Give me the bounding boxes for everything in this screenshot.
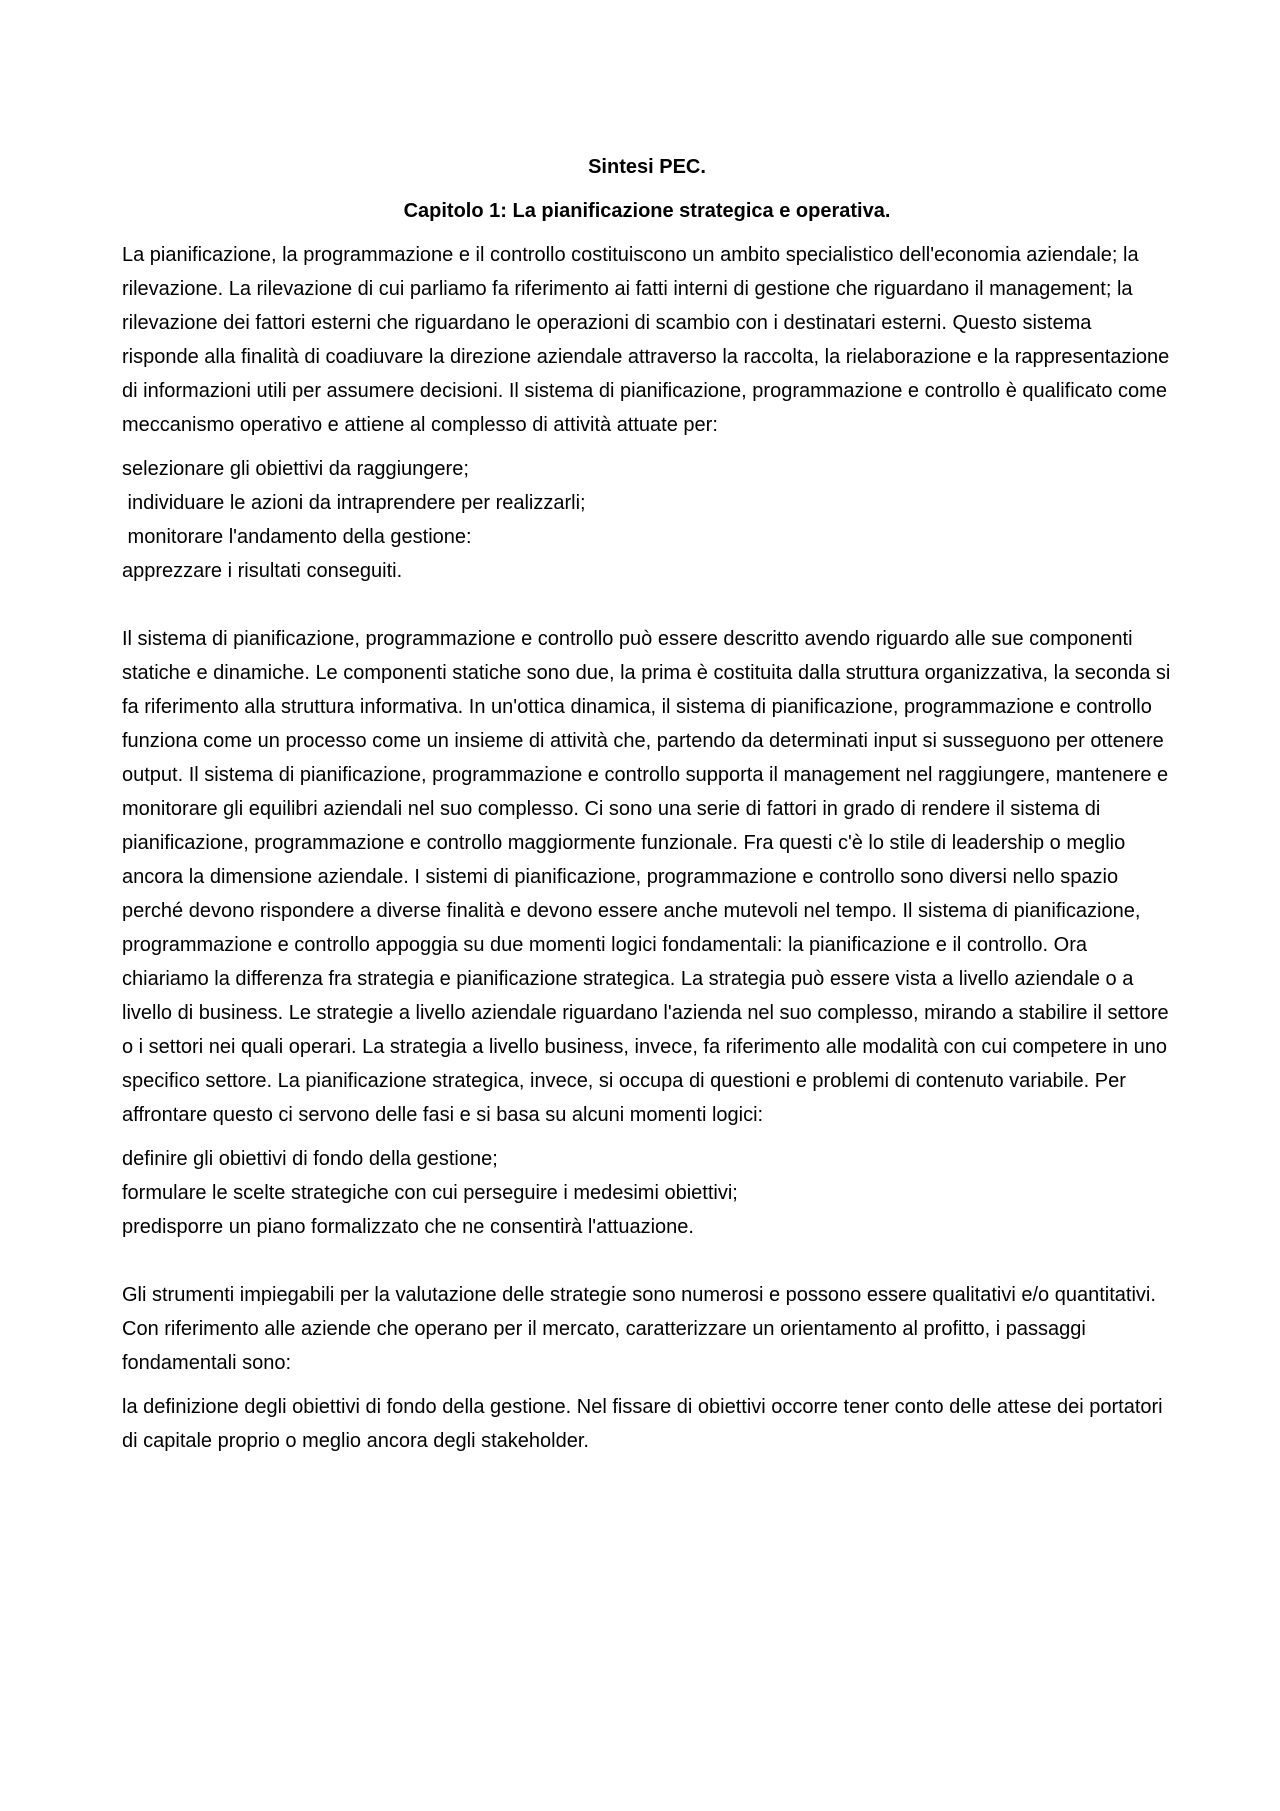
spacer xyxy=(122,1244,1172,1278)
list-item: formulare le scelte strategiche con cui perseguire i medesimi obiettivi; xyxy=(122,1182,738,1204)
paragraph-components: Il sistema di pianificazione, programmazione e controllo può essere descritto avendo riguardo alle sue componenti statiche e dinamiche. Le componenti statiche sono due, la prima è costituita dalla struttura organizzativa, la seconda si fa riferimento alla struttura informativa. In un'ottica dinamica, il sistema di pianificazione, programmazione e controllo funziona come un processo come un insieme di attività che, partendo da determinati input si susseguono per ottenere output. Il sistema di pianificazione, programmazione e controllo supporta il management nel raggiungere, mantenere e monitorare gli equilibri aziendali nel suo complesso. Ci sono una serie di fattori in grado di rendere il sistema di pianificazione, programmazione e controllo maggiormente funzionale. Fra questi c'è lo stile di leadership o meglio ancora la dimensione aziendale. I sistemi di pianificazione, programmazione e controllo sono diversi nello spazio perché devono rispondere a diverse finalità e devono essere anche mutevoli nel tempo. Il sistema di pianificazione, programmazione e controllo appoggia su due momenti logici fondamentali: la pianificazione e il controllo. Ora chiariamo la differenza fra strategia e pianificazione strategica. La strategia può essere vista a livello aziendale o a livello di business. Le strategie a livello aziendale riguardano l'azienda nel suo complesso, mirando a stabilire il settore o i settori nei quali operari. La strategia a livello business, invece, fa riferimento alle modalità con cui competere in uno specifico settore. La pianificazione strategica, invece, si occupa di questioni e problemi di contenuto variabile. Per affrontare questo ci servono delle fasi e si basa su alcuni momenti logici: xyxy=(122,628,1171,1126)
spacer xyxy=(122,588,1172,622)
list-logical-moments xyxy=(122,1142,1172,1244)
list-item: individuare le azioni da intraprendere per realizzarli; xyxy=(122,492,586,514)
document-page xyxy=(122,152,1172,1468)
list-item: definire gli obiettivi di fondo della gestione; xyxy=(122,1148,498,1170)
list-item: monitorare l'andamento della gestione: xyxy=(122,526,472,548)
list-item: apprezzare i risultati conseguiti. xyxy=(122,560,403,582)
chapter-heading: Capitolo 1: La pianificazione strategica e operativa. xyxy=(403,200,891,222)
paragraph-objectives: la definizione degli obiettivi di fondo della gestione. Nel fissare di obiettivi occorre tener conto delle attese dei portatori di capitale proprio o meglio ancora degli stakeholder. xyxy=(122,1396,1163,1452)
list-item: selezionare gli obiettivi da raggiungere; xyxy=(122,458,469,480)
document-title: Sintesi PEC. xyxy=(588,156,706,178)
list-item: predisporre un piano formalizzato che ne consentirà l'attuazione. xyxy=(122,1216,694,1238)
list-activities xyxy=(122,452,1172,588)
paragraph-tools: Gli strumenti impiegabili per la valutazione delle strategie sono numerosi e possono essere qualitativi e/o quantitativi. Con riferimento alle aziende che operano per il mercato, caratterizzare un orientamento al profitto, i passaggi fondamentali sono: xyxy=(122,1284,1156,1374)
paragraph-intro: La pianificazione, la programmazione e il controllo costituiscono un ambito specialistico dell'economia aziendale; la rilevazione. La rilevazione di cui parliamo fa riferimento ai fatti interni di gestione che riguardano il management; la rilevazione dei fattori esterni che riguardano le operazioni di scambio con i destinatari esterni. Questo sistema risponde alla finalità di coadiuvare la direzione aziendale attraverso la raccolta, la rielaborazione e la rappresentazione di informazioni utili per assumere decisioni. Il sistema di pianificazione, programmazione e controllo è qualificato come meccanismo operativo e attiene al complesso di attività attuate per: xyxy=(122,244,1170,436)
